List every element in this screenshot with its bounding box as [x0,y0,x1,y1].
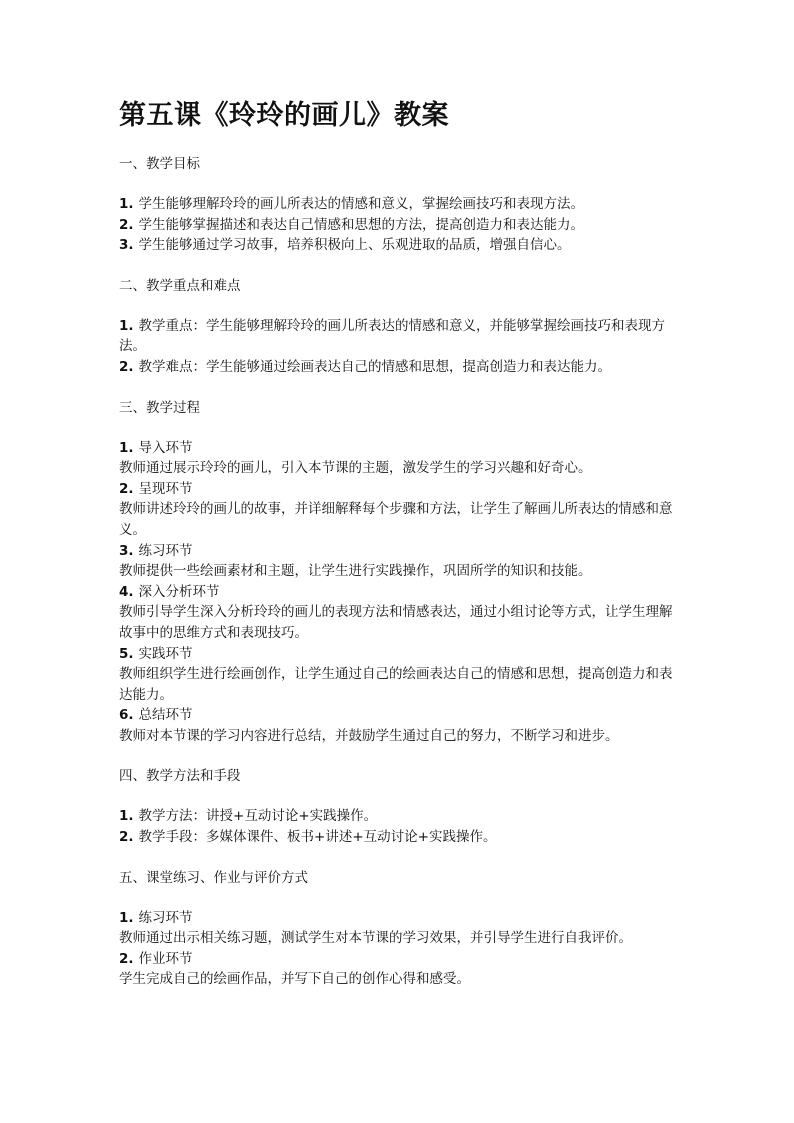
section-heading: 五、课堂练习、作业与评价方式 [119,869,308,886]
list-item [119,949,679,970]
item-text: 深入分析环节 [138,583,220,600]
item-text: 教学重点：学生能够理解玲玲的画儿所表达的情感和意义，并能够掌握绘画技巧和表现方法。 [119,317,666,355]
item-number: 1. [119,317,134,334]
list-item [119,215,679,236]
paragraph: 学生完成自己的绘画作品，并写下自己的创作心得和感受。 [119,971,470,988]
item-text: 总结环节 [138,707,193,724]
item-text: 学生能够理解玲玲的画儿所表达的情感和意义，掌握绘画技巧和表现方法。 [138,196,585,212]
paragraph: 教师提供一些绘画素材和主题，让学生进行实践操作，巩固所学的知识和技能。 [119,563,592,580]
item-number: 1. [119,196,134,212]
item-text: 教学手段：多媒体课件、板书+讲述+互动讨论+实践操作。 [138,829,497,846]
list-item [119,827,679,848]
section-methods [119,766,679,847]
item-number: 3. [119,542,134,559]
section-key-points [119,276,679,378]
section-heading: 四、教学方法和手段 [119,768,241,785]
list-item [119,235,679,256]
item-text: 导入环节 [138,439,193,456]
section-heading: 二、教学重点和难点 [119,277,241,294]
item-text: 学生能够掌握描述和表达自己情感和思想的方法，提高创造力和表达能力。 [138,216,585,233]
list-item [119,541,679,562]
item-number: 1. [119,439,134,456]
list-item [119,479,679,500]
item-text: 练习环节 [138,542,193,559]
list-item [119,582,679,603]
section-heading: 三、教学过程 [119,399,200,416]
item-number: 5. [119,645,134,662]
paragraph: 教师组织学生进行绘画创作，让学生通过自己的绘画表达自己的情感和思想，提高创造力和表达能力。 [119,666,673,703]
list-item [119,438,679,459]
item-text: 教学难点：学生能够通过绘画表达自己的情感和思想，提高创造力和表达能力。 [138,358,612,375]
section-teaching-process [119,398,679,747]
item-number: 2. [119,950,134,967]
item-text: 作业环节 [138,950,193,967]
section-teaching-objectives [119,154,679,256]
section-heading: 一、教学目标 [119,156,200,172]
item-number: 6. [119,707,134,724]
list-item [119,705,679,726]
section-exercises-homework [119,868,679,990]
item-number: 1. [119,808,134,825]
paragraph: 教师通过展示玲玲的画儿，引入本节课的主题，激发学生的学习兴趣和好奇心。 [119,460,592,477]
list-item [119,194,679,215]
paragraph: 教师对本节课的学习内容进行总结，并鼓励学生通过自己的努力，不断学习和进步。 [119,727,619,744]
item-number: 3. [119,237,134,254]
item-number: 4. [119,583,134,600]
item-number: 2. [119,358,134,375]
item-number: 2. [119,216,134,233]
document-page [119,96,679,1010]
list-item [119,908,679,929]
document-title: 第五课《玲玲的画儿》教案 [119,100,449,131]
list-item [119,644,679,665]
item-text: 学生能够通过学习故事，培养积极向上、乐观进取的品质，增强自信心。 [138,237,571,254]
list-item [119,357,679,378]
item-text: 呈现环节 [138,480,193,497]
item-text: 实践环节 [138,645,193,662]
paragraph: 教师通过出示相关练习题，测试学生对本节课的学习效果，并引导学生进行自我评价。 [119,930,632,947]
list-item [119,316,679,357]
item-number: 1. [119,909,134,926]
paragraph: 教师讲述玲玲的画儿的故事，并详细解释每个步骤和方法，让学生了解画儿所表达的情感和意义。 [119,501,673,538]
paragraph: 教师引导学生深入分析玲玲的画儿的表现方法和情感表达，通过小组讨论等方式，让学生理解故事中的思维方式和表现技巧。 [119,604,673,641]
item-number: 2. [119,829,134,846]
list-item [119,806,679,827]
item-number: 2. [119,480,134,497]
item-text: 教学方法：讲授+互动讨论+实践操作。 [138,808,378,825]
item-text: 练习环节 [138,909,193,926]
